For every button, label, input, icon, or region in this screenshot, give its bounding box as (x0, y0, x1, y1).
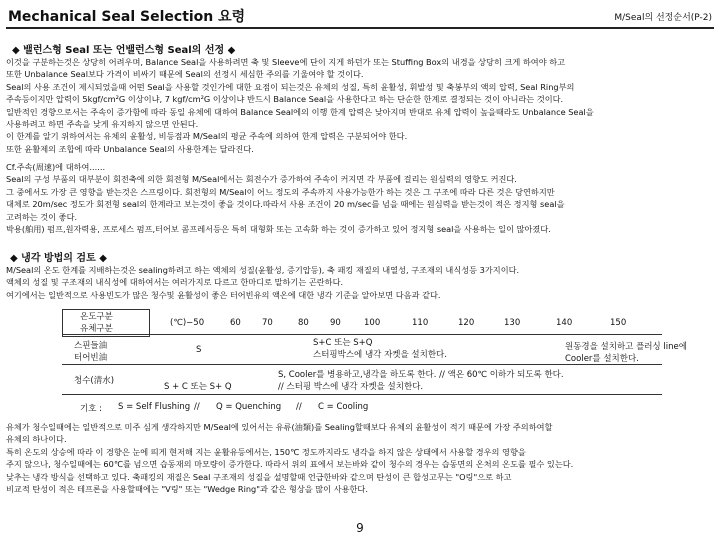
row2-right-cell: S, Cooler를 병용하고,냉각을 하도록 한다. // 액온 60℃ 이하가 되도록 한다. (278, 370, 564, 380)
page-reference: M/Seal의 선정순서(P-2) (614, 13, 712, 23)
paragraph-line: 낮추는 냉각 방식을 선택하고 있다. 축패킹의 재질은 Seal 구조재의 성질을 설명할때 언급한바와 같으며 탄성이 큰 합성고무는 "O링"으로 하고 (6, 471, 512, 482)
paragraph-line: 이 한계를 알기 위하여서는 유체의 윤활성, 비등점과 M/Seal의 평균 주속에 의하여 한계 압력은 구분되어야 한다. (6, 131, 408, 142)
temp-tick: 140 (556, 318, 573, 328)
paragraph-line: 특히 온도의 상승에 따라 이 경향은 눈에 띄게 현저해 지는 윤활유등에서는, 150℃ 정도까지라도 냉각을 하지 않은 상태에서 사용할 경우의 영향을 (6, 446, 526, 457)
title-divider (6, 27, 714, 29)
row1-right-cell: Cooler를 설치한다. (565, 354, 639, 364)
paragraph-line: 유체의 하나이다. (6, 434, 67, 445)
temp-tick: 90 (330, 318, 341, 328)
paragraph-line: 비교적 탄성이 적은 테프론을 사용할때에는 "V링" 또는 "Wedge Ring"과 같은 형상을 많이 사용한다. (6, 484, 368, 495)
temp-tick: 110 (412, 318, 429, 328)
legend-self-flushing: S = Self Flushing (118, 402, 191, 412)
section-body-fresh-water (6, 421, 716, 495)
row-divider (62, 364, 662, 365)
paragraph-line: 유체가 청수일때에는 일반적으로 미주 심게 생각하지만 M/Seal에 있어서는 유류(油類)를 Sealing할때보다 유체의 윤활성이 적기 때문에 가장 주의하여할 (6, 422, 553, 432)
legend-separator: // (296, 402, 302, 412)
paragraph-line: 주속등이지만 압력이 5kgf/cm²G 이상이냐, 7 kgf/cm²G 이상이냐 반드시 Balance Seal을 사용한다고 하는 단순한 한계로 결정되는 것이 아니라는 것이다. (6, 94, 564, 105)
note-peripheral-speed (6, 161, 716, 235)
legend-quenching: Q = Quenching (216, 402, 282, 412)
section-body-balance (6, 56, 716, 155)
row-label-turbine-oil: 터어빈油 (74, 353, 108, 363)
corner-temperature-label: 온도구분 (80, 312, 113, 322)
paragraph-line: 또한 Unbalance Seal보다 가격이 비싸기 때문에 Seal의 선정시 세심한 주의를 기울여야 할 것이다. (6, 69, 364, 80)
paragraph-line: 박용(舶用) 펌프,원자력용, 프로세스 펌프,터어보 콤프레서등은 특히 대형화 또는 고속화 하는 것이 증가하고 있어 정지형 seal을 사용하는 일이 많아졌다. (6, 224, 551, 235)
paragraph-line: Seal의 사용 조건이 제시되었을때 어떤 Seal을 사용할 것인가에 대한 요점이 되는것은 유체의 성질, 특히 윤활성, 휘발성 및 축봉부의 액의 압력, Seal Ring부의 (6, 81, 575, 92)
paragraph-line: 액체의 성질 및 구조재의 내식성에 대하여서는 여러가지로 다르고 한마디로 말하기는 곤란하다. (6, 277, 344, 288)
legend-label: 기호 : (80, 404, 102, 414)
paragraph-line: 그 중에서도 가장 큰 영향을 받는것은 스프링이다. 회전형의 M/Seal이 어느 정도의 주속까지 사용가능한가 하는 것은 그 구조에 따라 다른 것은 당연하지만 (6, 186, 555, 197)
row1-s-cell: S (196, 345, 202, 355)
temp-tick: 60 (230, 318, 241, 328)
page-title: Mechanical Seal Selection 요령 (8, 9, 246, 25)
row1-right-cell: 원동경을 설치하고 플러싱 line에 (565, 342, 687, 352)
page-number: 9 (356, 521, 364, 535)
paragraph-line: 대체로 20m/sec 정도가 회전형 seal의 한계라고 보는것이 좋을 것이다.따라서 사용 조건이 20 m/sec를 넘을 때에는 원심력을 받는것이 적은 정지형 seal을 (6, 199, 565, 210)
note-label: Cf.주속(周速)에 대하여...... (6, 162, 106, 172)
paragraph-line: 주지 않으나, 청수일때에는 60℃를 넘으면 습동재의 마모량이 증가한다. 따라서 위의 표에서 보는바와 같이 청수의 경우는 습동면의 온처의 온도를 필수 있는다. (6, 459, 574, 470)
row-label-fresh-water: 청수(淸水) (74, 376, 115, 386)
row2-s-cell: S + C 또는 S+ Q (164, 382, 232, 392)
header-rule (62, 334, 662, 335)
legend-separator: // (194, 402, 200, 412)
paragraph-line: 여기에서는 일반적으로 사용빈도가 많은 청수및 윤활성이 좋은 터어빈유의 액온에 대한 냉각 기준을 알아보면 다음과 같다. (6, 289, 441, 300)
paragraph-line: 일반적인 경향으로서는 주속이 증가함에 따라 동일 유체에 대하여 Balance Seal에의 이행 한계 압력은 낮아지며 반대로 유체 압력이 높을때라도 Unbalance Seal을 (6, 106, 594, 117)
paragraph-line: M/Seal의 온도 한계를 지배하는것은 sealing하려고 하는 액체의 성질(윤활성, 증기압등), 축 패킹 재질의 내열성, 구조재의 내식성등 3가지이다. (6, 265, 520, 275)
paragraph-line: Seal의 구성 부품의 대부분이 회전축에 의한 회전형 M/Seal에서는 회전수가 증가하여 주속이 커지면 각 부품에 걸리는 원심력의 영향도 커진다. (6, 174, 517, 185)
corner-fluid-label: 유체구분 (80, 324, 113, 334)
temp-tick: 80 (298, 318, 309, 328)
row2-right-cell: // 스터핑 박스에 냉각 자켓을 설치한다. (278, 382, 424, 392)
section-body-cooling (6, 264, 716, 301)
temp-tick: 130 (504, 318, 521, 328)
paragraph-line: 사용하려고 하면 주속을 낮게 유지하지 않으면 안된다. (6, 119, 199, 130)
section-heading-balance: ◆ 밸런스형 Seal 또는 언밸런스형 Seal의 선정 ◆ (12, 45, 236, 56)
paragraph-line: 또한 윤활제의 조합에 따라 Unbalance Seal의 사용한계는 달라진다. (6, 143, 254, 154)
temp-tick: (℃)−50 (170, 318, 205, 328)
row-divider (62, 394, 662, 395)
paragraph-line: 이것을 구분하는것은 상당히 어려우며, Balance Seal을 사용하려면 축 및 Sleeve에 단이 지게 하던가 또는 Stuffing Box의 내경을 상당히 크게 하여야 하고 (6, 57, 566, 67)
section-heading-cooling: ◆ 냉각 방법의 검토 ◆ (10, 253, 107, 264)
row1-mid-cell: S+C 또는 S+Q (313, 338, 373, 348)
temp-tick: 150 (610, 318, 627, 328)
paragraph-line: 고려하는 것이 좋다. (6, 211, 78, 222)
row1-mid-cell: 스터핑박스에 냉각 자켓을 설치한다. (313, 350, 447, 360)
legend-cooling: C = Cooling (318, 402, 369, 412)
temp-tick: 120 (458, 318, 475, 328)
row-label-spindle-oil: 스핀들油 (74, 341, 108, 351)
temp-tick: 70 (262, 318, 273, 328)
temp-tick: 100 (364, 318, 381, 328)
